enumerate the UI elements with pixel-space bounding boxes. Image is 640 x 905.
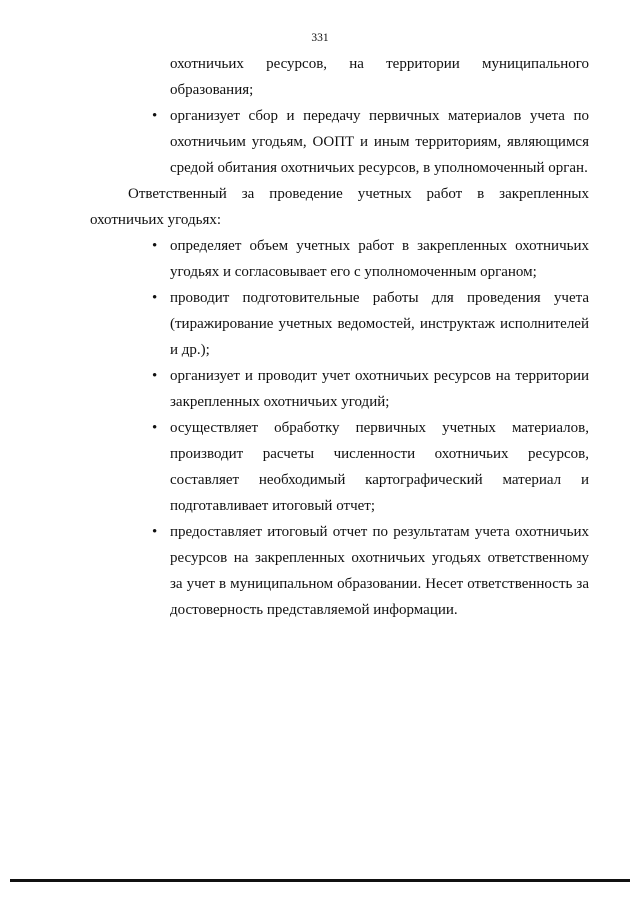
bullet-icon: •: [152, 108, 158, 124]
list-item: [90, 233, 589, 285]
list-item: [90, 415, 589, 519]
footer-rule: [10, 879, 630, 882]
list-item-continuation: охотничьих ресурсов, на территории муниципального: [170, 56, 589, 72]
list-item-text: определяет объем учетных работ в закрепленных охотничьих угодьях и согласовывает его с уполномоченным органом;: [170, 238, 589, 280]
list-item: [90, 103, 589, 181]
bullet-icon: •: [152, 524, 158, 540]
bullet-icon: •: [152, 368, 158, 384]
list-item: [90, 285, 589, 363]
bullet-icon: •: [152, 238, 158, 254]
list-item-continuation-end: образования;: [170, 82, 254, 98]
list-item-text: предоставляет итоговый отчет по результатам учета охотничьих ресурсов на закрепленных охотничьих угодьях ответственному за учет в муниципальном образовании. Несет ответственность за достоверность представляемой информации.: [170, 524, 589, 618]
page-number: 331: [311, 32, 329, 44]
paragraph: Ответственный за проведение учетных работ в закрепленных охотничьих угодьях:: [90, 186, 589, 228]
document-body: [90, 51, 589, 623]
bullet-icon: •: [152, 420, 158, 436]
list-item-text: организует и проводит учет охотничьих ресурсов на территории закрепленных охотничьих угодий;: [170, 368, 589, 410]
list-item-text: организует сбор и передачу первичных материалов учета по охотничьим угодьям, ООПТ и иным территориям, являющимся средой обитания охотничьих ресурсов, в уполномоченный орган.: [170, 108, 589, 176]
list-item: [90, 363, 589, 415]
list-item-text: осуществляет обработку первичных учетных материалов, производит расчеты численности охотничьих ресурсов, составляет необходимый картографический материал и подготавливает итоговый отчет;: [170, 420, 589, 514]
bullet-icon: •: [152, 290, 158, 306]
list-item: [90, 519, 589, 623]
list-item-text: проводит подготовительные работы для проведения учета (тиражирование учетных ведомостей, инструктаж исполнителей и др.);: [170, 290, 589, 358]
